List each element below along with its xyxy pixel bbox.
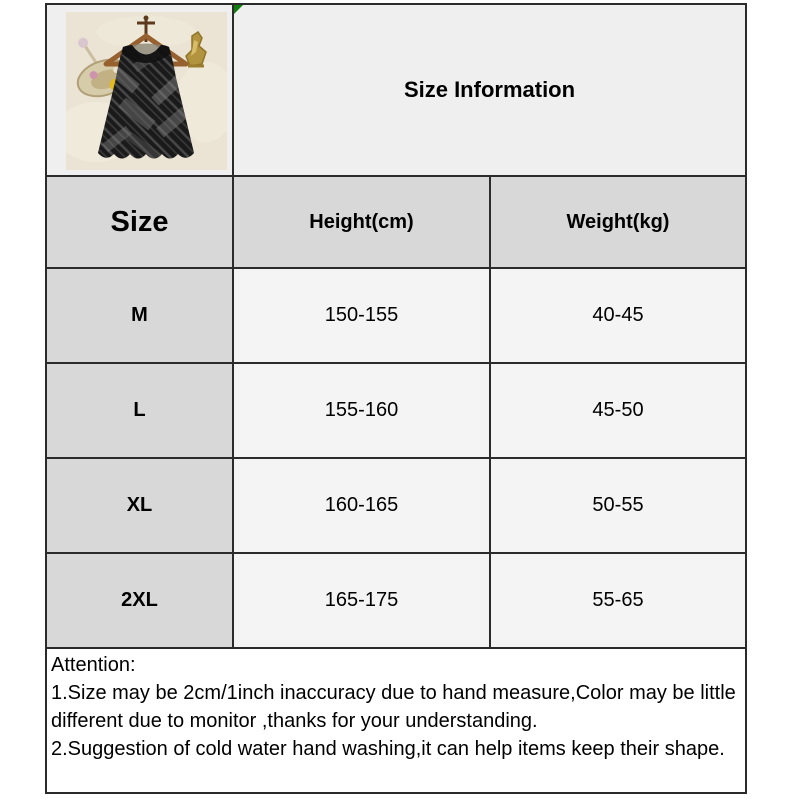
size-label: XL — [47, 459, 234, 552]
height-value: 160-165 — [234, 459, 491, 552]
table-row — [47, 554, 745, 649]
attention-note-line: different due to monitor ,thanks for your understanding. — [51, 710, 538, 732]
product-photo-cell — [47, 5, 234, 175]
attention-heading: Attention: — [51, 654, 136, 676]
height-value: 155-160 — [234, 364, 491, 457]
attention-note-line: 2.Suggestion of cold water hand washing,it can help items keep their shape. — [51, 738, 725, 760]
size-label: 2XL — [47, 554, 234, 647]
weight-value: 45-50 — [491, 364, 745, 457]
table-row — [47, 459, 745, 554]
page-title: Size Information — [403, 77, 576, 102]
column-header-height: Height(cm) — [234, 177, 491, 267]
column-header-size: Size — [47, 177, 234, 267]
height-value: 150-155 — [234, 269, 491, 362]
title-cell — [234, 5, 745, 175]
weight-value: 50-55 — [491, 459, 745, 552]
column-header-row — [47, 177, 745, 269]
product-photo — [66, 12, 227, 170]
size-label: M — [47, 269, 234, 362]
weight-value: 40-45 — [491, 269, 745, 362]
cell-comment-indicator — [234, 5, 243, 14]
attention-note — [47, 649, 745, 792]
weight-value: 55-65 — [491, 554, 745, 647]
size-chart-table — [45, 3, 747, 794]
attention-note-line: 1.Size may be 2cm/1inch inaccuracy due to hand measure,Color may be little — [51, 682, 736, 704]
size-label: L — [47, 364, 234, 457]
height-value: 165-175 — [234, 554, 491, 647]
column-header-weight: Weight(kg) — [566, 210, 670, 233]
table-row — [47, 364, 745, 459]
table-row — [47, 269, 745, 364]
header-row — [47, 5, 745, 177]
